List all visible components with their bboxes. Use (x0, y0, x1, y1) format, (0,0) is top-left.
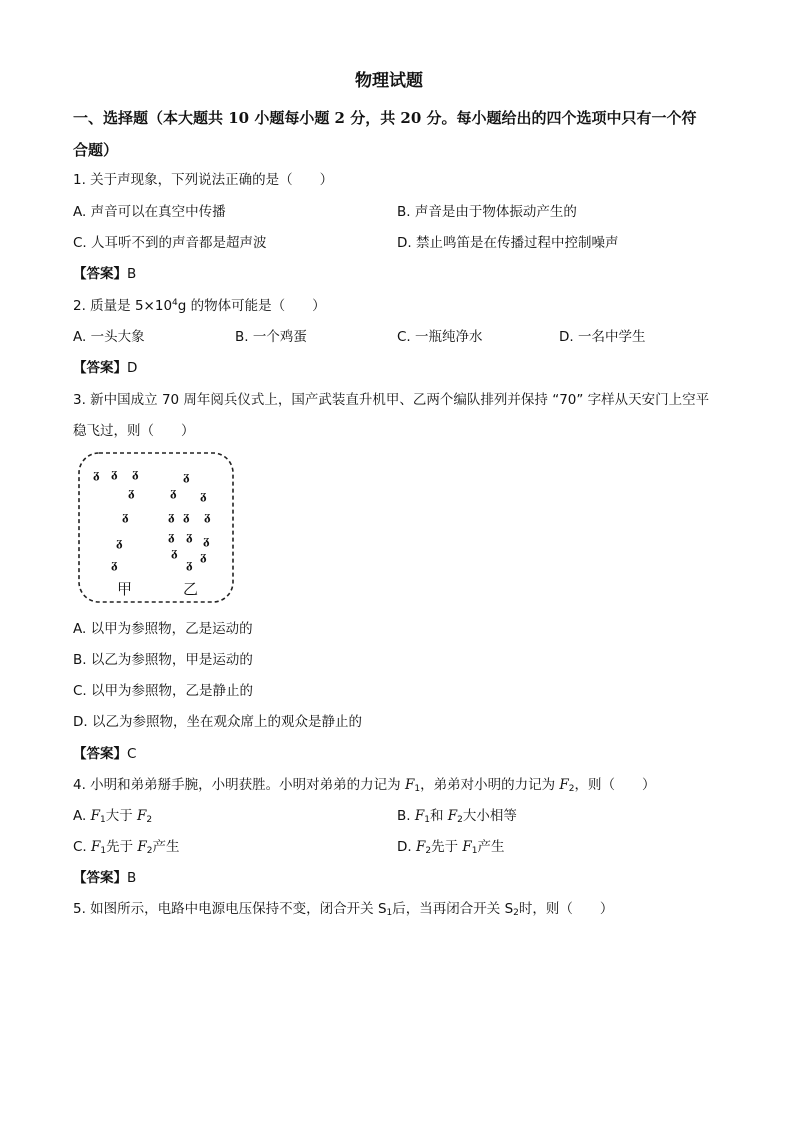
option-letter: D. (397, 839, 416, 855)
subscript: 1 (99, 815, 106, 825)
subscript: 2 (146, 846, 153, 856)
question-3-option-c: C. 以甲为参照物，乙是静止的 (73, 683, 254, 699)
question-4-answer (73, 869, 136, 887)
question-4-option-a (73, 807, 152, 825)
question-5-stem-part: 5. 如图所示，电路中电源电压保持不变，闭合开关 S (73, 901, 387, 917)
option-text: 大于 (105, 808, 137, 824)
question-4-stem-part: ，弟弟对小明的力记为 (420, 777, 560, 793)
answer-value: B (127, 870, 137, 886)
force-symbol: F (404, 777, 415, 793)
question-1-option-a: A. 声音可以在真空中传播 (73, 204, 226, 220)
formation-frame (76, 450, 236, 605)
question-4-option-b (397, 807, 517, 825)
question-1-option-d: D. 禁止鸣笛是在传播过程中控制噪声 (397, 235, 619, 251)
question-2-stem-pre: 2. 质量是 5×10 (73, 298, 173, 314)
page-title: 物理试题 (355, 71, 423, 91)
option-text: 先于 (106, 839, 138, 855)
subscript: 1 (471, 846, 478, 856)
question-4-option-c (73, 838, 180, 856)
question-4-stem (73, 776, 655, 794)
question-2-stem (73, 297, 326, 315)
helicopter-icon: ᵹ (204, 509, 211, 524)
subscript: 1 (414, 784, 421, 794)
question-4-option-d (397, 838, 505, 856)
force-symbol: F (90, 808, 100, 824)
question-1-option-c: C. 人耳听不到的声音都是超声波 (73, 235, 267, 251)
question-3-option-d: D. 以乙为参照物，坐在观众席上的观众是静止的 (73, 714, 362, 730)
question-2-option-c: C. 一瓶纯净水 (397, 329, 483, 345)
question-2-stem-post: g 的物体可能是（ ） (177, 298, 326, 314)
formation-label-yi: 乙 (183, 580, 199, 598)
force-symbol: F (415, 839, 426, 855)
subscript: 2 (513, 908, 519, 918)
question-3-stem-line2: 稳飞过，则（ ） (73, 423, 195, 439)
helicopter-icon: ᵹ (128, 485, 135, 500)
question-3-option-a: A. 以甲为参照物，乙是运动的 (73, 621, 253, 637)
subscript: 1 (386, 908, 393, 918)
answer-tag: 【答案】 (73, 266, 127, 282)
question-3-answer (73, 745, 136, 763)
helicopter-icon: ᵹ (183, 469, 190, 484)
question-3-option-b: B. 以乙为参照物，甲是运动的 (73, 652, 253, 668)
subscript: 2 (457, 815, 463, 825)
option-letter: B. (397, 808, 415, 824)
subscript: 2 (146, 815, 153, 825)
helicopter-icon: ᵹ (111, 557, 118, 572)
force-symbol: F (462, 839, 472, 855)
helicopter-icon: ᵹ (186, 529, 193, 544)
helicopter-icon: ᵹ (122, 509, 129, 524)
force-symbol: F (447, 808, 458, 824)
helicopter-icon: ᵹ (203, 533, 210, 548)
question-4-stem-part: ，则（ ） (574, 777, 656, 793)
subscript: 2 (425, 846, 432, 856)
option-letter: A. (73, 808, 91, 824)
helicopter-icon: ᵹ (93, 467, 100, 482)
question-5-stem-part: 后，当再闭合开关 S (392, 901, 514, 917)
answer-value: C (127, 746, 137, 762)
option-text: 先于 (431, 839, 463, 855)
question-1-stem: 1. 关于声现象，下列说法正确的是（ ） (73, 172, 334, 188)
question-3-stem-line1: 3. 新中国成立 70 周年阅兵仪式上，国产武装直升机甲、乙两个编队排列并保持 “70” 字样从天安门上空平 (73, 392, 710, 408)
helicopter-icon: ᵹ (183, 509, 190, 524)
answer-tag: 【答案】 (73, 870, 127, 886)
helicopter-icon: ᵹ (200, 488, 207, 503)
helicopter-icon: ᵹ (170, 485, 177, 500)
question-2-option-a: A. 一头大象 (73, 329, 145, 345)
force-symbol: F (559, 777, 569, 793)
option-text: 和 (429, 808, 448, 824)
option-text: 产生 (152, 839, 180, 855)
answer-value: B (127, 266, 137, 282)
answer-tag: 【答案】 (73, 360, 127, 376)
question-4-stem-part: 4. 小明和弟弟掰手腕，小明获胜。小明对弟弟的力记为 (73, 777, 405, 793)
answer-tag: 【答案】 (73, 746, 127, 762)
helicopter-icon: ᵹ (132, 466, 139, 481)
question-5-stem-part: 时，则（ ） (518, 901, 614, 917)
option-text: 大小相等 (462, 808, 517, 824)
question-2-option-b: B. 一个鸡蛋 (235, 329, 307, 345)
question-1-option-b: B. 声音是由于物体振动产生的 (397, 204, 577, 220)
question-2-option-d: D. 一名中学生 (559, 329, 646, 345)
question-2-exponent: 4 (172, 298, 178, 308)
section-heading-line2: 合题） (73, 141, 119, 159)
option-letter: C. (73, 839, 92, 855)
subscript: 1 (424, 815, 430, 825)
helicopter-icon: ᵹ (168, 529, 175, 544)
subscript: 2 (568, 784, 575, 794)
helicopter-icon: ᵹ (200, 549, 207, 564)
helicopter-icon: ᵹ (186, 557, 193, 572)
force-symbol: F (91, 839, 101, 855)
helicopter-formation-figure (76, 450, 236, 605)
option-text: 产生 (477, 839, 505, 855)
helicopter-icon: ᵹ (171, 545, 178, 560)
force-symbol: F (137, 808, 147, 824)
question-5-stem (73, 900, 613, 918)
answer-value: D (127, 360, 138, 376)
formation-label-jia: 甲 (117, 580, 133, 598)
helicopter-icon: ᵹ (168, 509, 175, 524)
helicopter-icon: ᵹ (111, 466, 118, 481)
subscript: 1 (100, 846, 107, 856)
section-heading-line1: 一、选择题（本大题共 10 小题每小题 2 分，共 20 分。每小题给出的四个选项中只有一个符 (73, 109, 697, 127)
force-symbol: F (137, 839, 147, 855)
helicopter-icon: ᵹ (116, 535, 123, 550)
question-1-answer (73, 265, 136, 283)
force-symbol: F (414, 808, 425, 824)
question-2-answer (73, 359, 137, 377)
